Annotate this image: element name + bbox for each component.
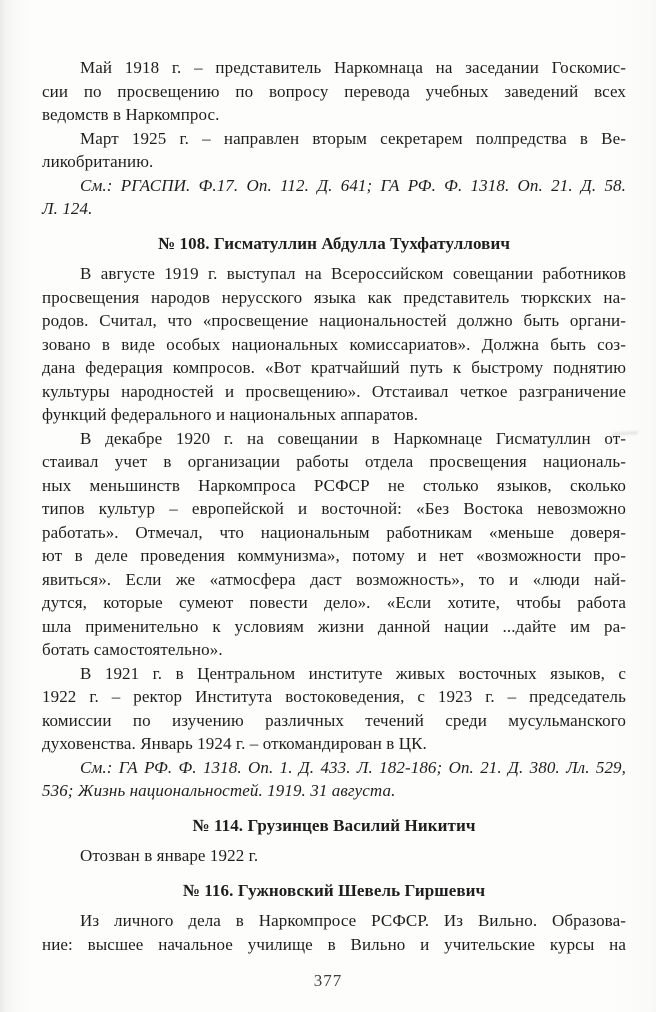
text-line: явиться». Если же «атмосфера даст возможность», то и «люди най- <box>42 569 626 589</box>
text-line: 1922 г. – ректор Института востоковедения, с 1923 г. – председатель <box>42 687 626 706</box>
text-line: функций федерального и национальных аппаратов. <box>42 405 419 424</box>
text-line: ликобританию. <box>42 152 154 171</box>
text-line: Из личного дела в Наркомпросе РСФСР. Из Вильно. Образова- <box>80 911 626 930</box>
text-line: Март 1925 г. – направлен вторым секретарем полпредства в Ве- <box>80 128 626 148</box>
archive-reference-2 <box>42 756 626 803</box>
text-line: 536; Жизнь национальностей. 1919. 31 августа. <box>42 781 396 800</box>
text-line: Л. 124. <box>42 199 93 218</box>
text-line: См.: ГА РФ. Ф. 1318. Оп. 1. Д. 433. Л. 182-186; Оп. 21. Д. 380. Лл. 529, <box>80 757 626 777</box>
text-line: Отозван в январе 1922 г. <box>80 846 259 865</box>
text-line: стаивал учет в организации работы отдела просвещения националь- <box>42 452 626 471</box>
text-line: Май 1918 г. – представитель Наркомнаца на заседании Госкомис- <box>80 58 626 77</box>
text-line: ние: высшее начальное училище в Вильно и учительские курсы на <box>42 934 626 954</box>
paragraph-otozvan-1922 <box>42 844 626 868</box>
text-line: ют в деле проведения коммунизма», потому и нет «возможности про- <box>42 546 626 565</box>
text-line: В августе 1919 г. выступал на Всероссийском совещании работников <box>80 264 626 283</box>
text-line: В 1921 г. в Центральном институте живых восточных языков, с <box>80 663 626 683</box>
text-line: культуры народностей и просвещению». Отстаивал четкое разграничение <box>42 381 626 401</box>
text-line: родов. Считал, что «просвещение национальностей должно быть органи- <box>42 311 626 330</box>
archive-reference-1 <box>42 174 626 221</box>
text-line: типов культур – европейской и восточной: «Без Востока невозможно <box>42 499 626 518</box>
text-line: ботать самостоятельно». <box>42 640 223 659</box>
entry-heading-108: № 108. Гисматуллин Абдулла Тухфатуллович <box>157 233 511 253</box>
text-line: духовенства. Январь 1924 г. – откомандирован в ЦК. <box>42 734 427 753</box>
text-line: ных меньшинств Наркомпроса РСФСР не столько языков, сколько <box>42 475 626 495</box>
text-line: дана федерация компросов. «Вот кратчайший путь к быстрому поднятию <box>42 358 626 377</box>
page-text-column <box>42 56 626 956</box>
paragraph-may-1918 <box>42 56 626 127</box>
text-line: См.: РГАСПИ. Ф.17. Оп. 112. Д. 641; ГА РФ. Ф. 1318. Оп. 21. Д. 58. <box>80 175 626 195</box>
text-line: дутся, которые сумеют повести дело». «Если хотите, чтобы работа <box>42 593 626 612</box>
text-line: шла применительно к условиям жизни данной нации ...дайте им ра- <box>42 616 626 636</box>
text-line: ведомств в Наркомпрос. <box>42 105 220 124</box>
paragraph-august-1919 <box>42 262 626 427</box>
text-line: сии по просвещению по вопросу перевода учебных заведений всех <box>42 81 626 101</box>
page-number: 377 <box>313 971 343 990</box>
entry-heading-116: № 116. Гужновский Шевель Гиршевич <box>182 880 486 900</box>
paragraph-december-1920 <box>42 427 626 662</box>
text-line: В декабре 1920 г. на совещании в Наркомнаце Гисматуллин от- <box>80 428 626 448</box>
paragraph-personal-file <box>42 909 626 956</box>
text-line: просвещения народов нерусского языка как представитель тюркских на- <box>42 287 626 307</box>
paragraph-march-1925 <box>42 127 626 174</box>
text-line: комиссии по изучению различных течений среди мусульманского <box>42 710 626 730</box>
text-line: зовано в виде особых национальных комиссариатов». Должна быть соз- <box>42 334 626 354</box>
text-line: работать». Отмечал, что национальным работникам «меньше доверя- <box>42 522 626 542</box>
entry-heading-114: № 114. Грузинцев Василий Никитич <box>192 815 476 835</box>
paragraph-1921-1924 <box>42 662 626 756</box>
